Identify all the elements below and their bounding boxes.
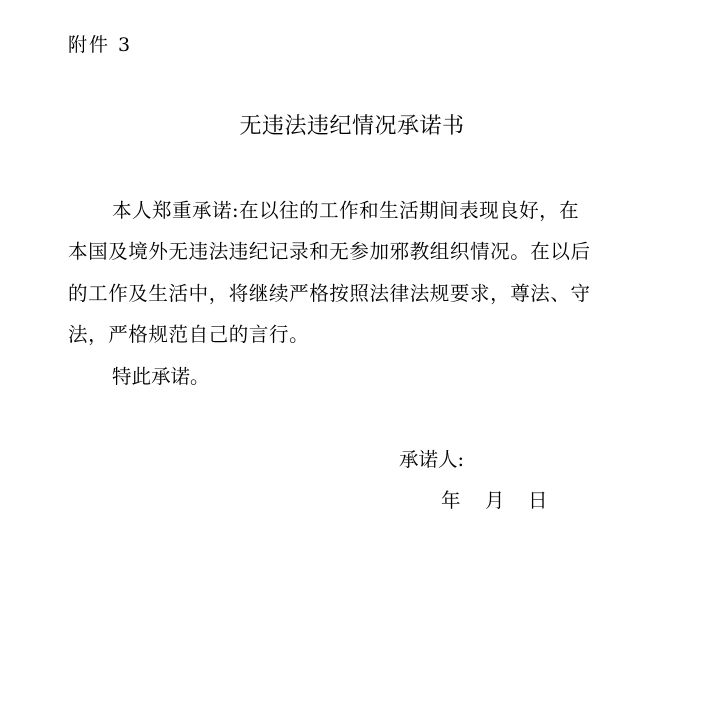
body-line-3: 的工作及生活中，将继续严格按照法律法规要求，尊法、守 (68, 282, 591, 305)
signature-label: 承诺人: (399, 448, 465, 471)
attachment-label: 附件 3 (68, 34, 133, 56)
body-line-4: 法，严格规范自己的言行。 (68, 323, 310, 346)
date-day-label: 日 (528, 489, 548, 512)
date-month-label: 月 (485, 489, 505, 512)
closing-phrase: 特此承诺。 (112, 365, 210, 388)
date-year-label: 年 (441, 489, 461, 512)
body-line-1: 本人郑重承诺:在以往的工作和生活期间表现良好，在 (112, 199, 580, 222)
body-line-2: 本国及境外无违法违纪记录和无参加邪教组织情况。在以后 (68, 240, 591, 263)
document-title: 无违法违纪情况承诺书 (239, 114, 465, 139)
